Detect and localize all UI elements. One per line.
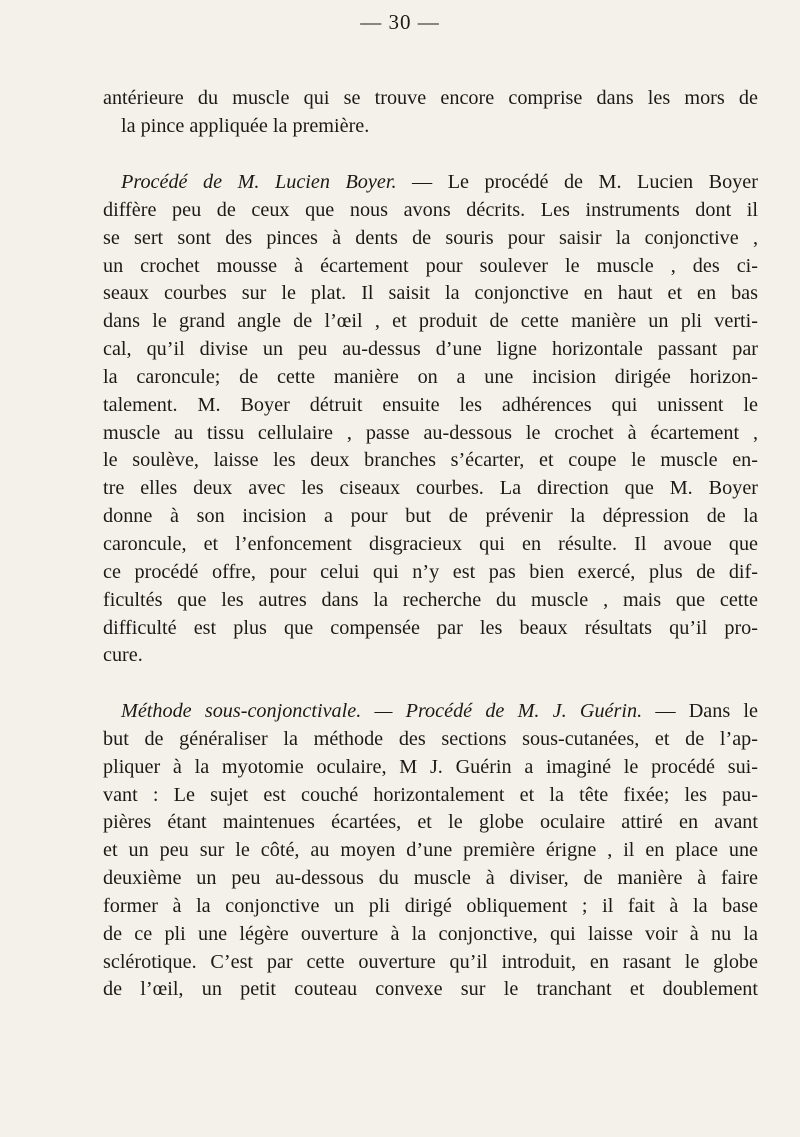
text-line: un crochet mousse à écartement pour soulever le muscle , des ci-: [103, 254, 758, 277]
text-line: seaux courbes sur le plat. Il saisit la conjonctive en haut et en bas: [103, 282, 758, 305]
text-line: antérieure du muscle qui se trouve encore comprise dans les mors de: [103, 87, 758, 109]
text-line: cal, qu’il divise un peu au-dessus d’une ligne horizontale passant par: [103, 338, 758, 361]
text-line: la pince appliquée la première.: [121, 114, 370, 137]
text-line: muscle au tissu cellulaire , passe au-dessous le crochet à écartement ,: [103, 421, 758, 444]
text-line: deuxième un peu au-dessous du muscle à diviser, de manière à faire: [103, 867, 758, 890]
text-line: de l’œil, un petit couteau convexe sur le tranchant et doublement: [103, 978, 758, 1001]
text-line: se sert sont des pinces à dents de souris pour saisir la conjonctive ,: [103, 226, 758, 249]
text-line: pières étant maintenues écartées, et le globe oculaire attiré en avant: [103, 811, 758, 834]
text-line: difficulté est plus que compensée par les beaux résultats qu’il pro-: [103, 616, 758, 639]
page-number: — 30 —: [360, 10, 440, 34]
text-line: caroncule, et l’enfoncement disgracieux qui en résulte. Il avoue que: [103, 532, 758, 555]
heading-remainder: — Dans le: [642, 700, 758, 722]
text-line: ficultés que les autres dans la recherche du muscle , mais que cette: [103, 588, 758, 611]
paragraph-boyer: [103, 169, 758, 670]
section-heading: Méthode sous-conjonctivale. — Procédé de M. J. Guérin.: [121, 700, 643, 722]
section-heading: Procédé de M. Lucien Boyer.: [121, 171, 397, 193]
text-line: but de généraliser la méthode des sections sous-cutanées, et de l’ap-: [103, 727, 758, 750]
text-line: donne à son incision a pour but de prévenir la dépression de la: [103, 505, 758, 528]
text-line: [103, 698, 758, 726]
text-line: dans le grand angle de l’œil , et produit de cette manière un pli verti-: [103, 310, 758, 333]
text-line: de ce pli une légère ouverture à la conjonctive, qui laisse voir à nu la: [103, 922, 758, 945]
text-line: [103, 169, 758, 197]
text-line: talement. M. Boyer détruit ensuite les adhérences qui unissent le: [103, 393, 758, 416]
heading-remainder: — Le procédé de M. Lucien Boyer: [396, 171, 758, 193]
text-line: le soulève, laisse les deux branches s’écarter, et coupe le muscle en-: [103, 449, 758, 472]
text-line: ce procédé offre, pour celui qui n’y est pas bien exercé, plus de dif-: [103, 560, 758, 583]
paragraph-continuation: [103, 85, 758, 141]
text-line: vant : Le sujet est couché horizontalement et la tête fixée; les pau-: [103, 783, 758, 806]
text-line: et un peu sur le côté, au moyen d’une première érigne , il en place une: [103, 839, 758, 862]
text-line: pliquer à la myotomie oculaire, M J. Guérin a imaginé le procédé sui-: [103, 755, 758, 778]
text-line: sclérotique. C’est par cette ouverture qu’il introduit, en rasant le globe: [103, 950, 758, 973]
text-line: cure.: [103, 644, 143, 667]
text-line: la caroncule; de cette manière on a une incision dirigée horizon-: [103, 365, 758, 388]
paragraph-guerin: [103, 698, 758, 1004]
text-line: tre elles deux avec les ciseaux courbes. La direction que M. Boyer: [103, 477, 758, 500]
text-line: diffère peu de ceux que nous avons décrits. Les instruments dont il: [103, 198, 758, 221]
text-line: former à la conjonctive un pli dirigé obliquement ; il fait à la base: [103, 894, 758, 917]
